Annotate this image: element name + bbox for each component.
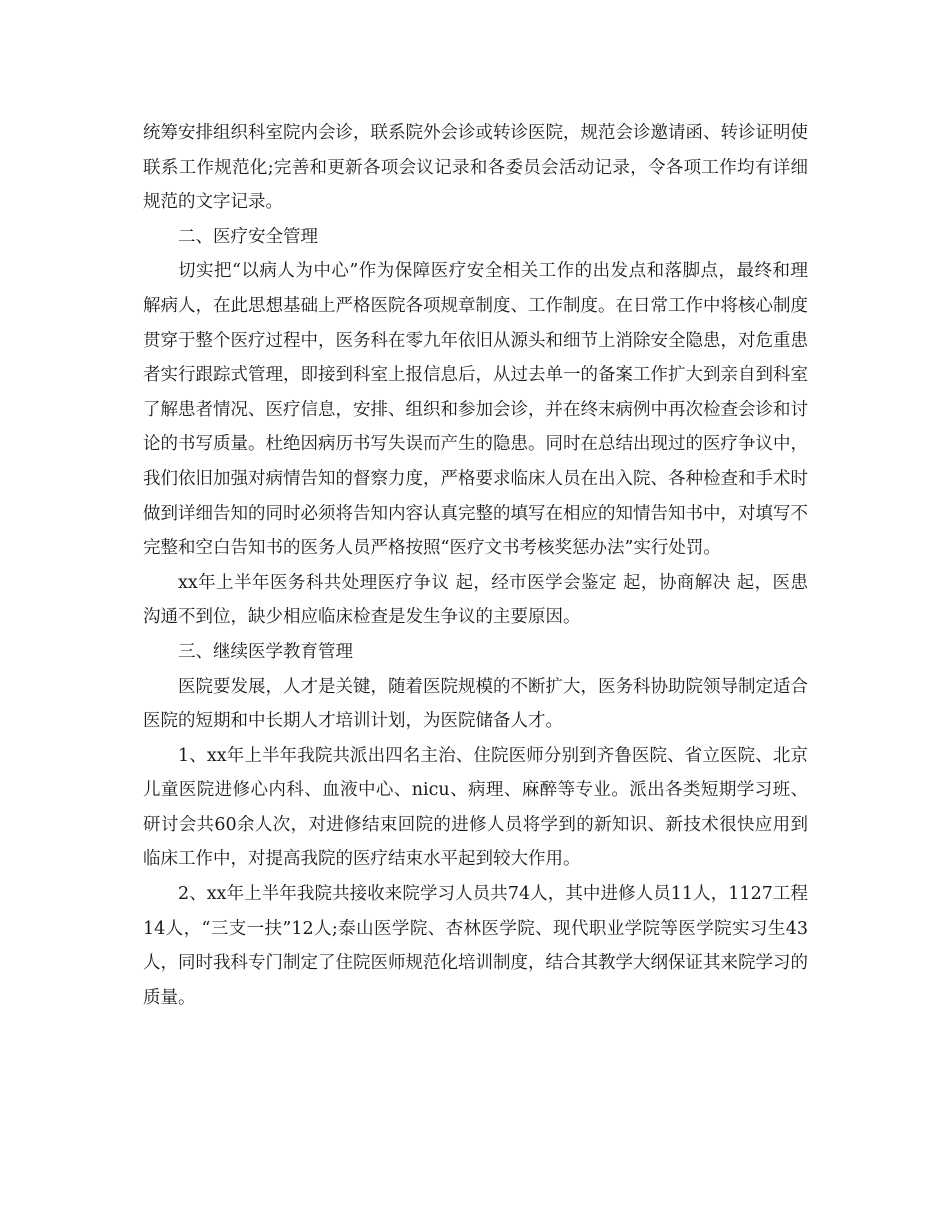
section-heading-medical-safety: 二、医疗安全管理 [178,226,318,247]
paragraph-item-2-trainees: 2、xx年上半年我院共接收来院学习人员共74人，其中进修人员11人，1127工程14人，“三支一扶”12人;泰山医学院、杏林医学院、现代职业学院等医学院实习生43人，同时我科专门制定了住院医师规范化培训制度，结合其教学大纲保证其来院学习的质量。 [143,884,808,1008]
paragraph-item-1-advanced-study: 1、xx年上半年我院共派出四名主治、住院医师分别到齐鲁医院、省立医院、北京儿童医院进修心内科、血液中心、nicu、病理、麻醉等专业。派出各类短期学习班、研讨会共60余人次，对进修结束回院的进修人员将学到的新知识、新技术很快应用到临床工作中，对提高我院的医疗结束水平起到较大作用。 [143,745,808,870]
section-heading-continuing-education: 三、继续医学教育管理 [178,641,353,662]
paragraph-medical-safety: 切实把“以病人为中心”作为保障医疗安全相关工作的出发点和落脚点，最终和理解病人，在此思想基础上严格医院各项规章制度、工作制度。在日常工作中将核心制度贯穿于整个医疗过程中，医务科在零九年依旧从源头和细节上消除安全隐患，对危重患者实行跟踪式管理，即接到科室上报信息后，从过去单一的备案工作扩大到亲自到科室了解患者情况、医疗信息，安排、组织和参加会诊，并在终末病例中再次检查会诊和讨论的书写质量。杜绝因病历书写失误而产生的隐患。同时在总结出现过的医疗争议中，我们依旧加强对病情告知的督察力度，严格要求临床人员在出入院、各种检查和手术时做到详细告知的同时必须将告知内容认真完整的填写在相应的知情告知书中，对填写不完整和空白告知书的医务人员严格按照“医疗文书考核奖惩办法”实行处罚。 [143,261,808,559]
paragraph-dispute-statistics: xx年上半年医务科共处理医疗争议 起，经市医学会鉴定 起，协商解决 起，医患沟通不到位，缺少相应临床检查是发生争议的主要原因。 [143,572,808,628]
document-body [143,116,808,1015]
paragraph-consultation-records: 统筹安排组织科室院内会诊，联系院外会诊或转诊医院，规范会诊邀请函、转诊证明使联系工作规范化;完善和更新各项会议记录和各委员会活动记录，令各项工作均有详细规范的文字记录。 [143,123,808,213]
paragraph-talent-training: 医院要发展，人才是关键，随着医院规模的不断扩大，医务科协助院领导制定适合医院的短期和中长期人才培训计划，为医院储备人才。 [143,676,808,732]
